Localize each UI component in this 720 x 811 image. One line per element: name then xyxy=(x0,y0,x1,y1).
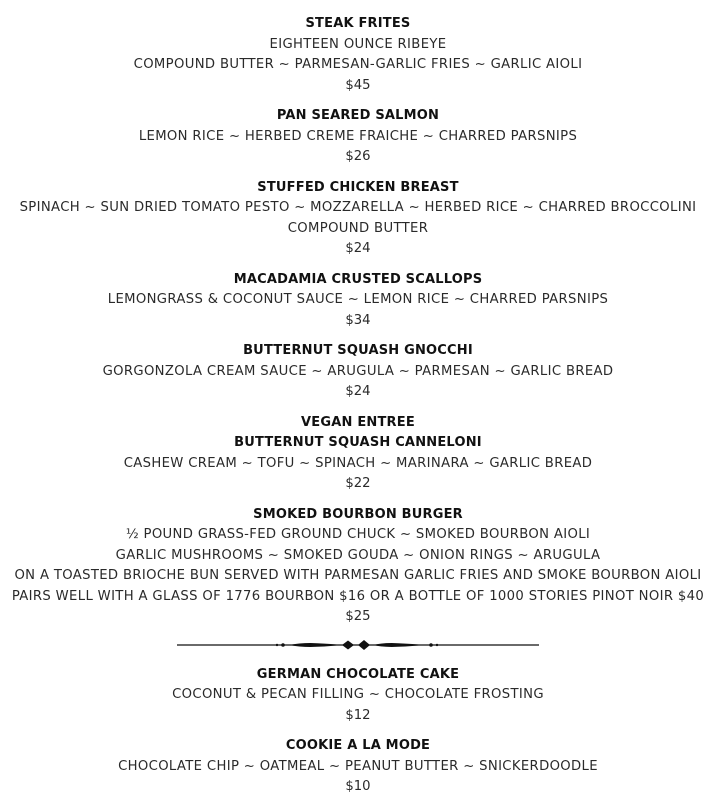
item-price: $24 xyxy=(345,384,371,399)
item-name: BUTTERNUT SQUASH CANNELONI xyxy=(234,435,482,450)
item-name: STUFFED CHICKEN BREAST xyxy=(257,179,459,195)
menu-item-stuffed-chicken-breast xyxy=(0,178,716,260)
menu-item-vegan-entree xyxy=(0,413,716,495)
item-description-line: ON A TOASTED BRIOCHE BUN SERVED WITH PARMESAN GARLIC FRIES AND SMOKE BOURBON AIOLI xyxy=(14,568,702,583)
item-price: $26 xyxy=(345,149,371,164)
menu-item-steak-frites xyxy=(0,14,716,96)
item-price: $45 xyxy=(345,77,371,93)
menu-item-german-chocolate-cake xyxy=(0,665,716,727)
item-price: $12 xyxy=(345,707,371,723)
menu-item-smoked-bourbon-burger xyxy=(0,505,716,628)
menu-item-pan-seared-salmon xyxy=(0,106,716,168)
ornamental-divider-icon xyxy=(177,638,539,652)
menu-item-macadamia-crusted-scallops xyxy=(0,270,716,332)
menu-item-butternut-squash-gnocchi xyxy=(0,341,716,403)
item-name: SMOKED BOURBON BURGER xyxy=(253,506,463,522)
item-price: $22 xyxy=(345,476,371,491)
item-name: BUTTERNUT SQUASH GNOCCHI xyxy=(243,343,473,358)
item-description-line: SPINACH ~ SUN DRIED TOMATO PESTO ~ MOZZARELLA ~ HERBED RICE ~ CHARRED BROCCOLINI xyxy=(19,200,697,215)
item-description-line: EIGHTEEN OUNCE RIBEYE xyxy=(269,36,447,52)
item-description-line: COCONUT & PECAN FILLING ~ CHOCOLATE FROSTING xyxy=(172,687,544,702)
item-description-line: CASHEW CREAM ~ TOFU ~ SPINACH ~ MARINARA ~ GARLIC BREAD xyxy=(123,455,593,471)
item-description-line: LEMONGRASS & COCONUT SAUCE ~ LEMON RICE ~ CHARRED PARSNIPS xyxy=(107,292,609,307)
item-name: GERMAN CHOCOLATE CAKE xyxy=(256,666,460,682)
item-name: COOKIE A LA MODE xyxy=(285,738,431,753)
menu-item-cookie-a-la-mode xyxy=(0,736,716,798)
menu xyxy=(0,14,716,808)
section-heading: VEGAN ENTREE xyxy=(301,414,415,430)
item-description-line: GORGONZOLA CREAM SAUCE ~ ARUGULA ~ PARMESAN ~ GARLIC BREAD xyxy=(102,363,614,379)
item-price: $25 xyxy=(345,609,371,624)
item-name: MACADAMIA CRUSTED SCALLOPS xyxy=(233,271,483,287)
item-description-line: LEMON RICE ~ HERBED CREME FRAICHE ~ CHARRED PARSNIPS xyxy=(138,128,578,144)
item-description-line: COMPOUND BUTTER xyxy=(287,220,429,236)
item-description-line: COMPOUND BUTTER ~ PARMESAN-GARLIC FRIES ~ GARLIC AIOLI xyxy=(133,57,583,72)
item-price: $10 xyxy=(345,779,371,794)
item-price: $24 xyxy=(345,241,371,256)
item-price: $34 xyxy=(345,312,371,328)
item-name: STEAK FRITES xyxy=(305,16,411,31)
item-description-line: GARLIC MUSHROOMS ~ SMOKED GOUDA ~ ONION RINGS ~ ARUGULA xyxy=(115,547,601,563)
item-name: PAN SEARED SALMON xyxy=(276,108,440,123)
item-description-line: PAIRS WELL WITH A GLASS OF 1776 BOURBON $16 OR A BOTTLE OF 1000 STORIES PINOT NOIR $40 xyxy=(11,588,705,604)
item-description-line: ½ POUND GRASS-FED GROUND CHUCK ~ SMOKED BOURBON AIOLI xyxy=(125,527,591,542)
item-description-line: CHOCOLATE CHIP ~ OATMEAL ~ PEANUT BUTTER ~ SNICKERDOODLE xyxy=(118,758,598,774)
